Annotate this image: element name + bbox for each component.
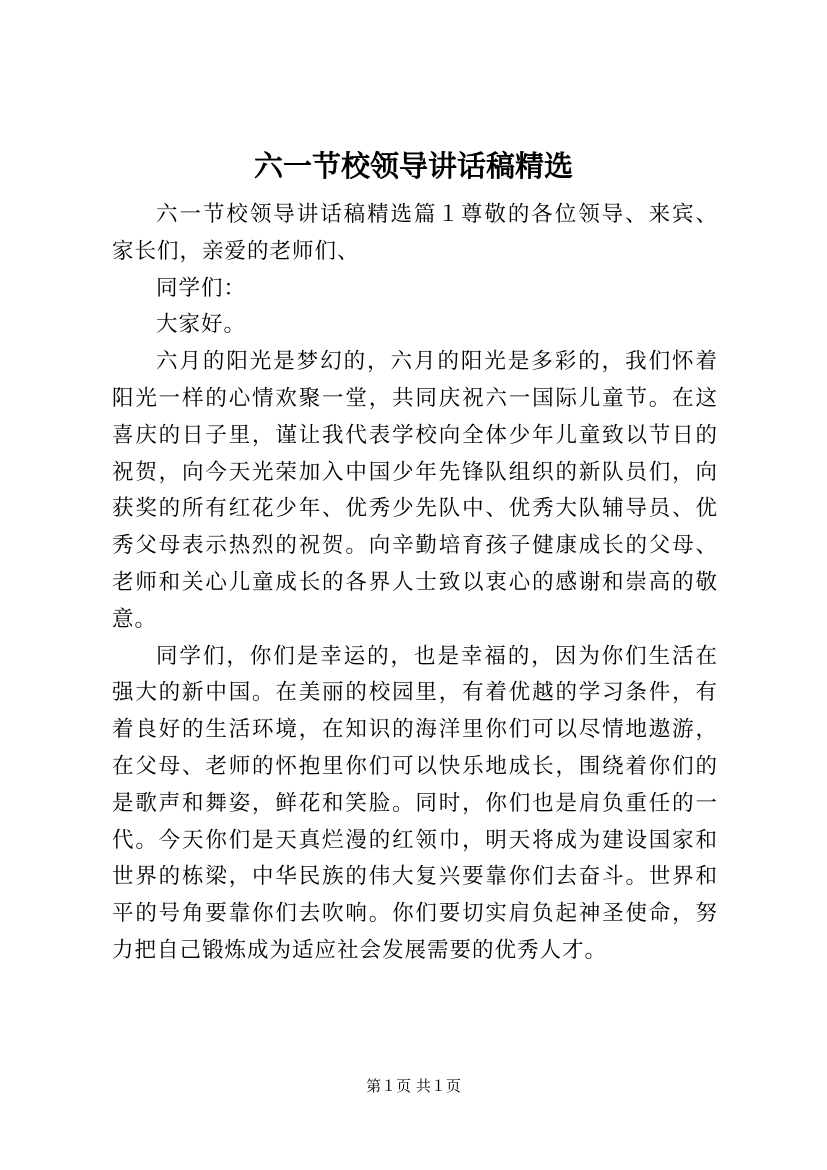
page-number-footer: 第１页 共１页 — [366, 1077, 461, 1095]
paragraph-mission: 同学们，你们是幸运的，也是幸福的，因为你们生活在强大的新中国。在美丽的校园里，有着优越的学习条件，有着良好的生活环境，在知识的海洋里你们可以尽情地遨游，在父母、老师的怀抱里你们可以快乐地成长，围绕着你们的是歌声和舞姿，鲜花和笑脸。同时，你们也是肩负重任的一代。今天你们是天真烂漫的红领巾，明天将成为建设国家和世界的栋梁，中华民族的伟大复兴要靠你们去奋斗。世界和平的号角要靠你们去吹响。你们要切实肩负起神圣使命，努力把自己锻炼成为适应社会发展需要的优秀人才。 — [112, 643, 718, 963]
paragraph-celebration: 六月的阳光是梦幻的，六月的阳光是多彩的，我们怀着阳光一样的心情欢聚一堂，共同庆祝六一国际儿童节。在这喜庆的日子里，谨让我代表学校向全体少年儿童致以节日的祝贺，向今天光荣加入中国少年先锋队组织的新队员们，向获奖的所有红花少年、优秀少先队中、优秀大队辅导员、优秀父母表示热烈的祝贺。向辛勤培育孩子健康成长的父母、老师和关心儿童成长的各界人士致以衷心的感谢和崇高的敬意。 — [112, 349, 718, 632]
document-body — [112, 197, 718, 970]
paragraph-greeting: 六一节校领导讲话稿精选篇１尊敬的各位领导、来宾、家长们，亲爱的老师们、 — [112, 202, 718, 264]
paragraph-hello: 大家好。 — [156, 312, 247, 338]
document-title: 六一节校领导讲话稿精选 — [253, 149, 573, 183]
paragraph-students: 同学们： — [156, 275, 247, 301]
